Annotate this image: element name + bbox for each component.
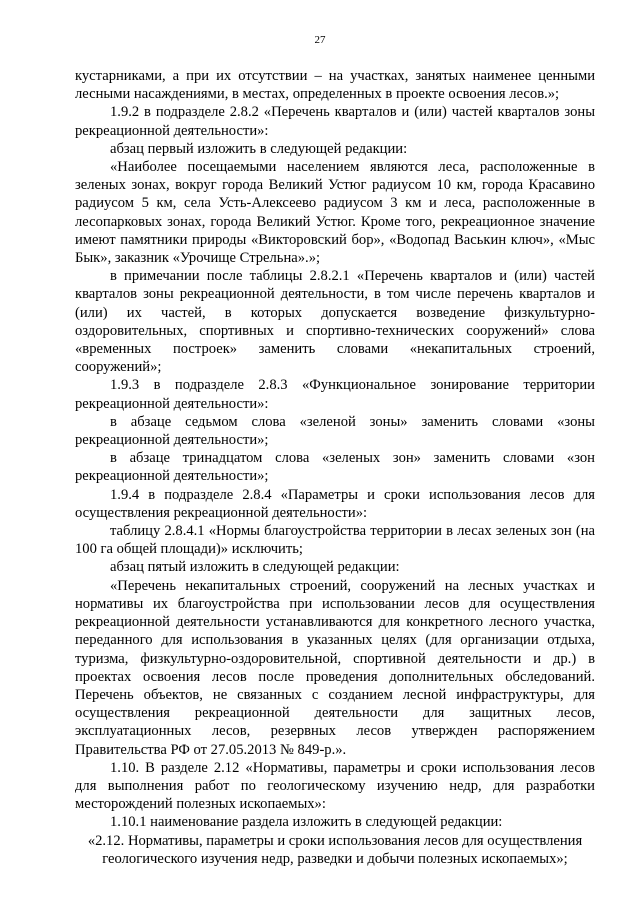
- page-number: 27: [314, 34, 326, 46]
- paragraph-seventh-abzac: в абзаце седьмом слова «зеленой зоны» заменить словами «зоны рекреационной деятельности»;: [75, 413, 595, 449]
- paragraph-note-table: в примечании после таблицы 2.8.2.1 «Перечень кварталов и (или) частей кварталов зоны рекреационной деятельности, в том числе перечень кварталов и (или) их частей, в которых допускается возведение физкультурно-оздоровительных, спортивных и спортивно-технических сооружений» слова «временных построек» заменить словами «некапитальных строений, сооружений»;: [75, 268, 595, 376]
- paragraph-quote-forests: «Наиболее посещаемыми населением являются леса, расположенные в зеленых зонах, вокруг города Великий Устюг радиусом 10 км, города Красавино радиусом 5 км, села Усть-Алексеево радиусом 3 км и леса, расположенные в лесопарковых зонах, города Великий Устюг. Кроме того, рекреационное значение имеют памятники природы «Викторовский бор», «Водопад Васькин ключ», «Мыс Бык», заказник «Урочище Стрельна».»;: [75, 159, 595, 267]
- document-body: [75, 67, 595, 868]
- paragraph-item-1-10-1: 1.10.1 наименование раздела изложить в следующей редакции:: [110, 814, 503, 831]
- paragraph-item-1-9-3: 1.9.3 в подразделе 2.8.3 «Функциональное зонирование территории рекреационной деятельности»:: [75, 377, 595, 412]
- paragraph-item-1-10: 1.10. В разделе 2.12 «Нормативы, параметры и сроки использования лесов для выполнения работ по геологическому изучению недр, для разработки месторождений полезных ископаемых»:: [75, 759, 595, 813]
- paragraph-continuation: кустарниками, а при их отсутствии – на участках, занятых наименее ценными лесными насаждениями, в местах, определенных в проекте освоения лесов.»;: [75, 68, 595, 103]
- paragraph-item-1-9-4: 1.9.4 в подразделе 2.8.4 «Параметры и сроки использования лесов для осуществления рекреационной деятельности»:: [75, 486, 595, 521]
- paragraph-quote-structures: «Перечень некапитальных строений, сооружений на лесных участках и нормативы их благоустройства при использовании лесов для осуществления рекреационной деятельности устанавливаются для конкретного лесного участка, переданного для использования в указанных целях (для организации отдыха, туризма, физкультурно-оздоровительной, спортивной деятельности и др.) в проектах освоения лесов после проведения дополнительных обследований. Перечень объектов, не связанных с созданием лесной инфраструктуры, для осуществления рекреационной деятельности для защитных лесов, эксплуатационных лесов, резервных лесов утвержден распоряжением Правительства РФ от 27.05.2013 № 849-р.».: [75, 577, 595, 758]
- paragraph-fifth-abzac: абзац пятый изложить в следующей редакции:: [110, 559, 400, 576]
- paragraph-section-title-quote: «2.12. Нормативы, параметры и сроки использования лесов для осуществления геологического изучения недр, разведки и добычи полезных ископаемых»;: [87, 832, 583, 867]
- paragraph-instruction: абзац первый изложить в следующей редакции:: [110, 140, 408, 157]
- paragraph-item-1-9-2: 1.9.2 в подразделе 2.8.2 «Перечень кварталов и (или) частей кварталов зоны рекреационной деятельности»:: [75, 104, 595, 139]
- paragraph-thirteenth-abzac: в абзаце тринадцатом слова «зеленых зон» заменить словами «зон рекреационной деятельности»;: [75, 450, 595, 485]
- paragraph-table-exclude: таблицу 2.8.4.1 «Нормы благоустройства территории в лесах зеленых зон (на 100 га общей площади)» исключить;: [75, 523, 595, 558]
